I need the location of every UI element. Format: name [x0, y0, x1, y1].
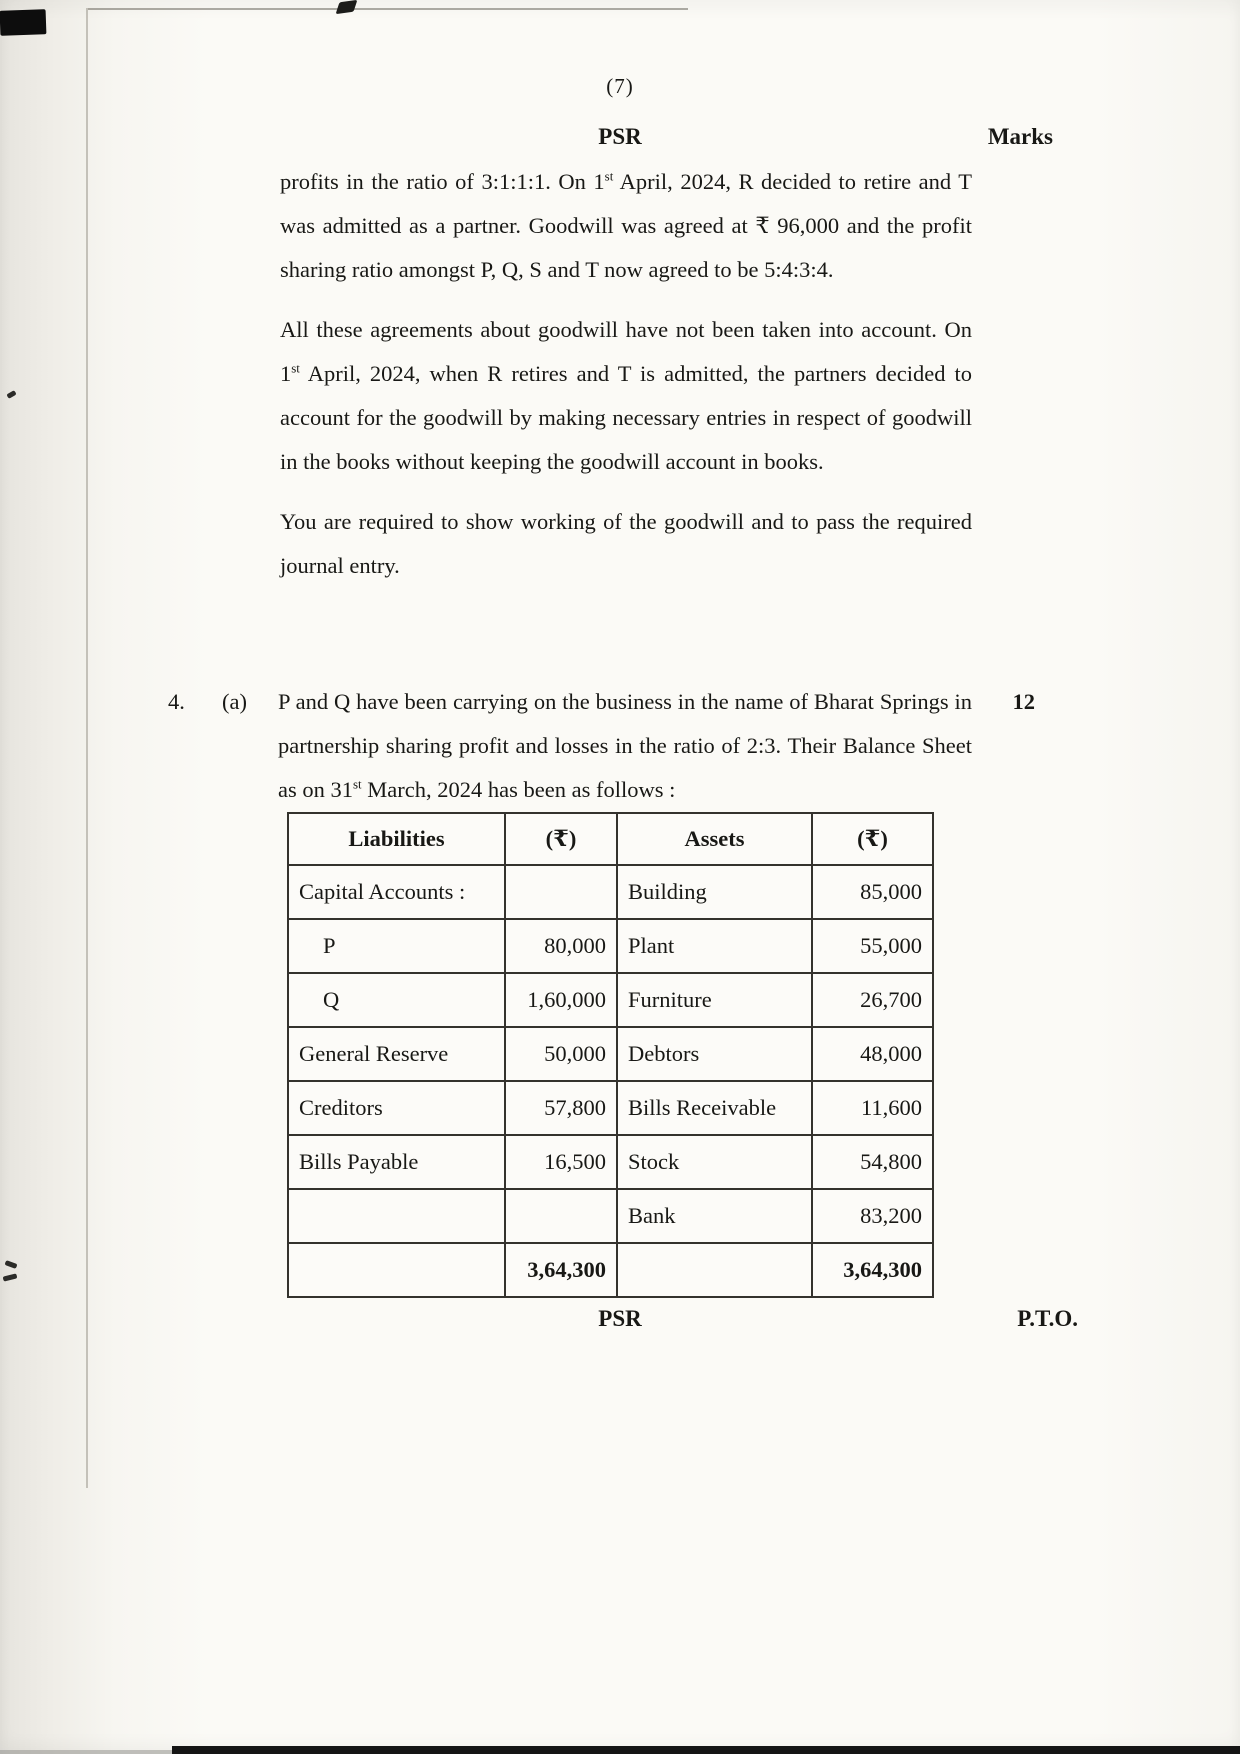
paragraph — [280, 160, 972, 292]
scan-artifact-corner — [0, 9, 46, 36]
scan-artifact-bottom-bar — [0, 1750, 172, 1754]
scan-artifact-fold-line — [86, 8, 88, 1488]
table-cell: 50,000 — [505, 1027, 617, 1081]
table-cell: Building — [617, 865, 812, 919]
scan-artifact-mark — [6, 390, 16, 399]
table-cell: Q — [288, 973, 505, 1027]
table-cell — [505, 1189, 617, 1243]
superscript: st — [291, 360, 300, 376]
table-cell: 1,60,000 — [505, 973, 617, 1027]
table-cell — [288, 1189, 505, 1243]
table-row — [288, 1081, 933, 1135]
text-segment: March, 2024 has been as follows : — [361, 777, 676, 802]
scan-artifact-top-line — [88, 8, 688, 10]
table-cell: 26,700 — [812, 973, 933, 1027]
table-cell: Debtors — [617, 1027, 812, 1081]
text-segment: You are required to show working of the goodwill and to pass the required journal entry. — [280, 509, 972, 578]
scan-artifact-bottom-bar — [172, 1746, 1240, 1754]
table-cell: 85,000 — [812, 865, 933, 919]
paragraph — [280, 500, 972, 588]
table-row — [288, 1243, 933, 1297]
text-segment: profits in the ratio of 3:1:1:1. On 1 — [280, 169, 605, 194]
scan-artifact-mark — [5, 1260, 18, 1269]
text-segment: April, 2024, when R retires and T is admitted, the partners decided to account for the goodwill by making necessary entries in respect of goodwill in the books without keeping the goodwill account in books. — [280, 361, 972, 474]
table-cell: Stock — [617, 1135, 812, 1189]
pto-label: P.T.O. — [1017, 1306, 1078, 1331]
table-cell — [617, 1243, 812, 1297]
scan-artifact-mark — [336, 0, 358, 14]
table-cell: 3,64,300 — [812, 1243, 933, 1297]
table-cell: General Reserve — [288, 1027, 505, 1081]
column-header-assets: Assets — [617, 813, 812, 865]
table-row — [288, 919, 933, 973]
column-header-assets-amount: (₹) — [812, 813, 933, 865]
table-cell: Bills Payable — [288, 1135, 505, 1189]
table-cell: 16,500 — [505, 1135, 617, 1189]
table-row — [288, 865, 933, 919]
superscript: st — [353, 776, 362, 792]
table-cell: 55,000 — [812, 919, 933, 973]
balance-sheet-table — [287, 812, 934, 1298]
text-segment: April, 2024, R decided to retire and T was admitted as a partner. Goodwill was agreed at ₹ 96,000 and the profit sharing ratio amongst P, Q, S and T now agreed to be 5:4:3:4. — [280, 169, 972, 282]
table-cell: Bills Receivable — [617, 1081, 812, 1135]
superscript: st — [604, 168, 614, 184]
table-row — [288, 1027, 933, 1081]
question-part-label: (a) — [222, 689, 247, 714]
table-cell: 57,800 — [505, 1081, 617, 1135]
table-row — [288, 973, 933, 1027]
table-cell: P — [288, 919, 505, 973]
question-4a — [168, 680, 972, 812]
table-cell: 54,800 — [812, 1135, 933, 1189]
question-text — [278, 680, 972, 812]
table-cell: 3,64,300 — [505, 1243, 617, 1297]
table-cell — [505, 865, 617, 919]
column-header-liabilities: Liabilities — [288, 813, 505, 865]
marks-column-heading: Marks — [987, 124, 1053, 149]
question-number: 4. — [168, 689, 185, 714]
table-cell: 80,000 — [505, 919, 617, 973]
table-cell: 83,200 — [812, 1189, 933, 1243]
footer-running-head: PSR — [598, 1306, 642, 1331]
table-cell: Bank — [617, 1189, 812, 1243]
table-header-row — [288, 813, 933, 865]
question-marks: 12 — [1012, 689, 1035, 714]
table-cell: 11,600 — [812, 1081, 933, 1135]
balance-sheet-body — [288, 865, 933, 1297]
table-cell: Plant — [617, 919, 812, 973]
balance-sheet-header — [288, 813, 933, 865]
paragraph — [280, 308, 972, 484]
text-segment: All these agreements about goodwill have not been taken into account. On 1 — [280, 317, 972, 386]
table-cell: 48,000 — [812, 1027, 933, 1081]
column-header-liabilities-amount: (₹) — [505, 813, 617, 865]
page-number: (7) — [606, 74, 634, 98]
table-cell: Creditors — [288, 1081, 505, 1135]
table-cell — [288, 1243, 505, 1297]
table-row — [288, 1189, 933, 1243]
table-cell: Furniture — [617, 973, 812, 1027]
table-cell: Capital Accounts : — [288, 865, 505, 919]
text-segment: P and Q have been carrying on the business in the name of Bharat Springs in partnership sharing profit and losses in the ratio of 2:3. Their Balance Sheet as on 31 — [278, 689, 972, 802]
question-text-block — [280, 160, 972, 588]
scan-artifact-mark — [3, 1273, 18, 1281]
table-row — [288, 1135, 933, 1189]
running-head: PSR — [598, 124, 642, 149]
